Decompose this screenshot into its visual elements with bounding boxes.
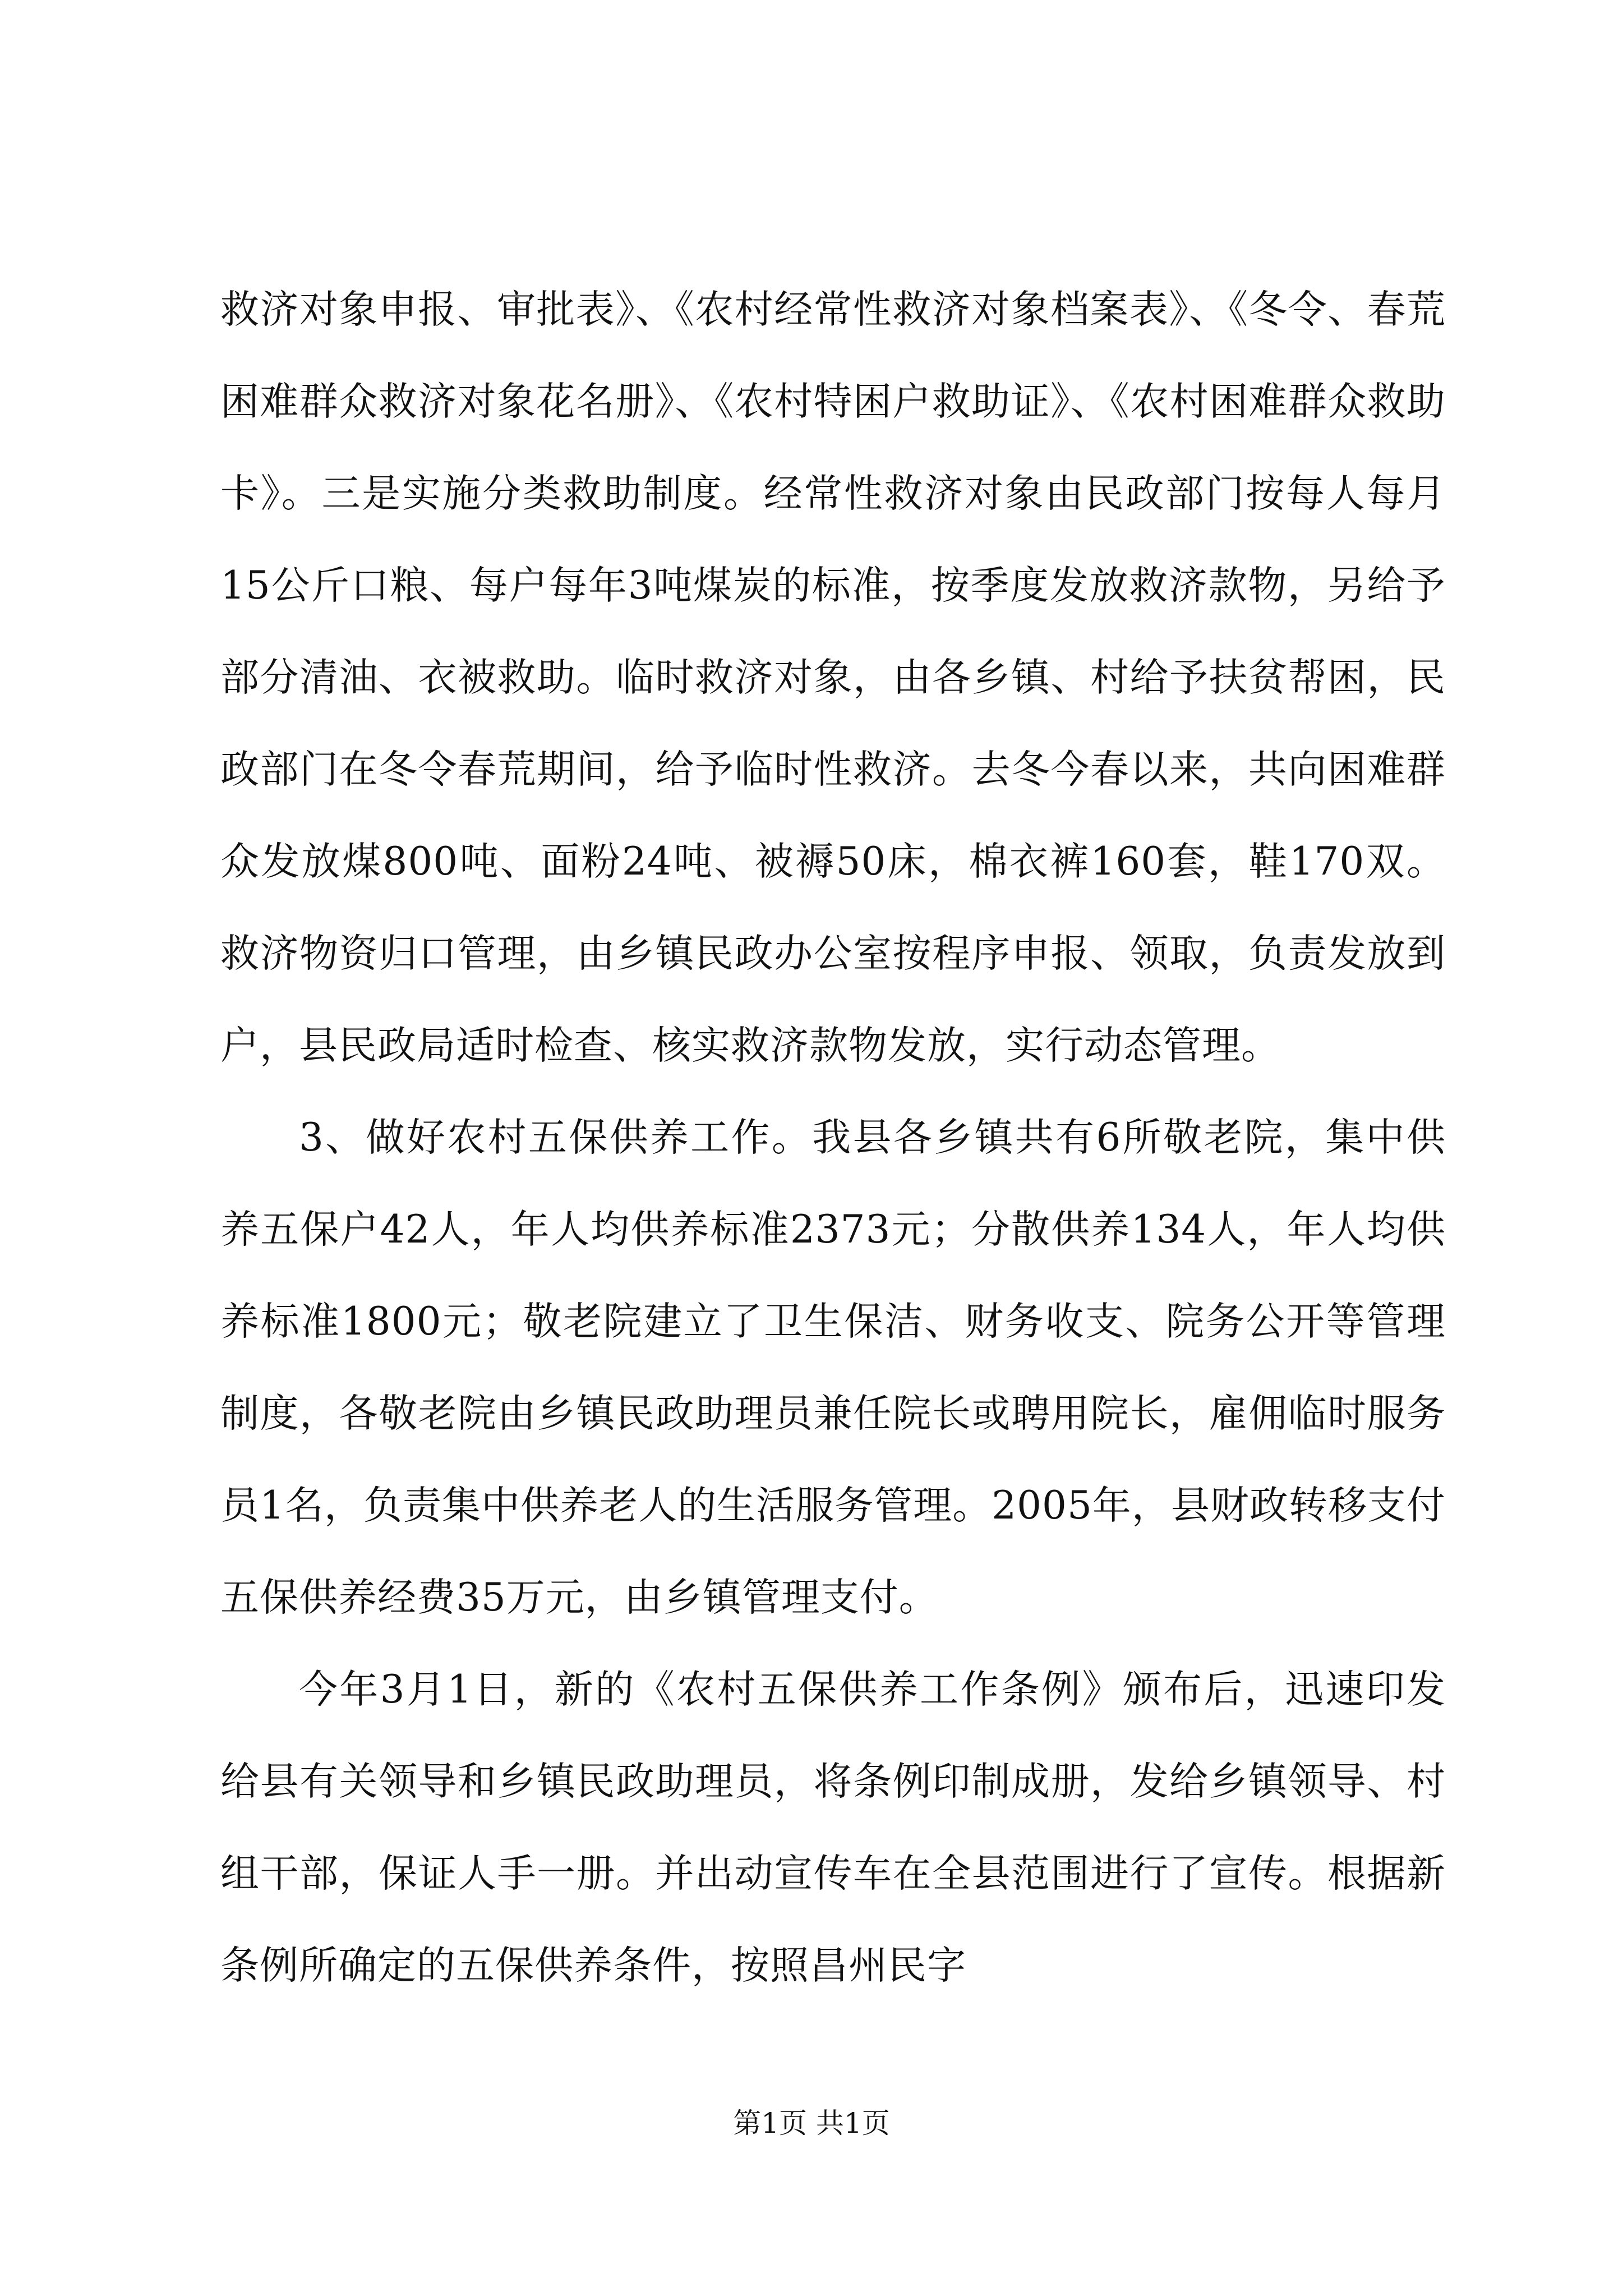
paragraph-relief-continuation: 救济对象申报、审批表》、《农村经常性救济对象档案表》、《冬令、春荒困难群众救济对象花名册》、《农村特困户救助证》、《农村困难群众救助卡》。三是实施分类救助制度。经常性救济对象由民政部门按每人每月15公斤口粮、每户每年3吨煤炭的标准，按季度发放救济款物，另给予部分清油、衣被救助。临时救济对象，由各乡镇、村给予扶贫帮困，民政部门在冬令春荒期间，给予临时性救济。去冬今春以来，共向困难群众发放煤800吨、面粉24吨、被褥50床，棉衣裤160套，鞋170双。救济物资归口管理，由乡镇民政办公室按程序申报、领取，负责发放到户，县民政局适时检查、核实救济款物发放，实行动态管理。	[220, 287, 1446, 1068]
page-footer: 第1页 共1页	[733, 2107, 890, 2139]
paragraph-five-guarantees: 3、做好农村五保供养工作。我县各乡镇共有6所敬老院，集中供养五保户42人，年人均供养标准2373元；分散供养134人，年人均供养标准1800元；敬老院建立了卫生保洁、财务收支、院务公开等管理制度，各敬老院由乡镇民政助理员兼任院长或聘用院长，雇佣临时服务员1名，负责集中供养老人的生活服务管理。2005年，县财政转移支付五保供养经费35万元，由乡镇管理支付。	[220, 1115, 1446, 1620]
document-body	[220, 264, 1446, 2012]
paragraph-new-regulation: 今年3月1日，新的《农村五保供养工作条例》颁布后，迅速印发给县有关领导和乡镇民政助理员，将条例印制成册，发给乡镇领导、村组干部，保证人手一册。并出动宣传车在全县范围进行了宣传。根据新条例所确定的五保供养条件，按照昌州民字	[220, 1667, 1446, 1988]
